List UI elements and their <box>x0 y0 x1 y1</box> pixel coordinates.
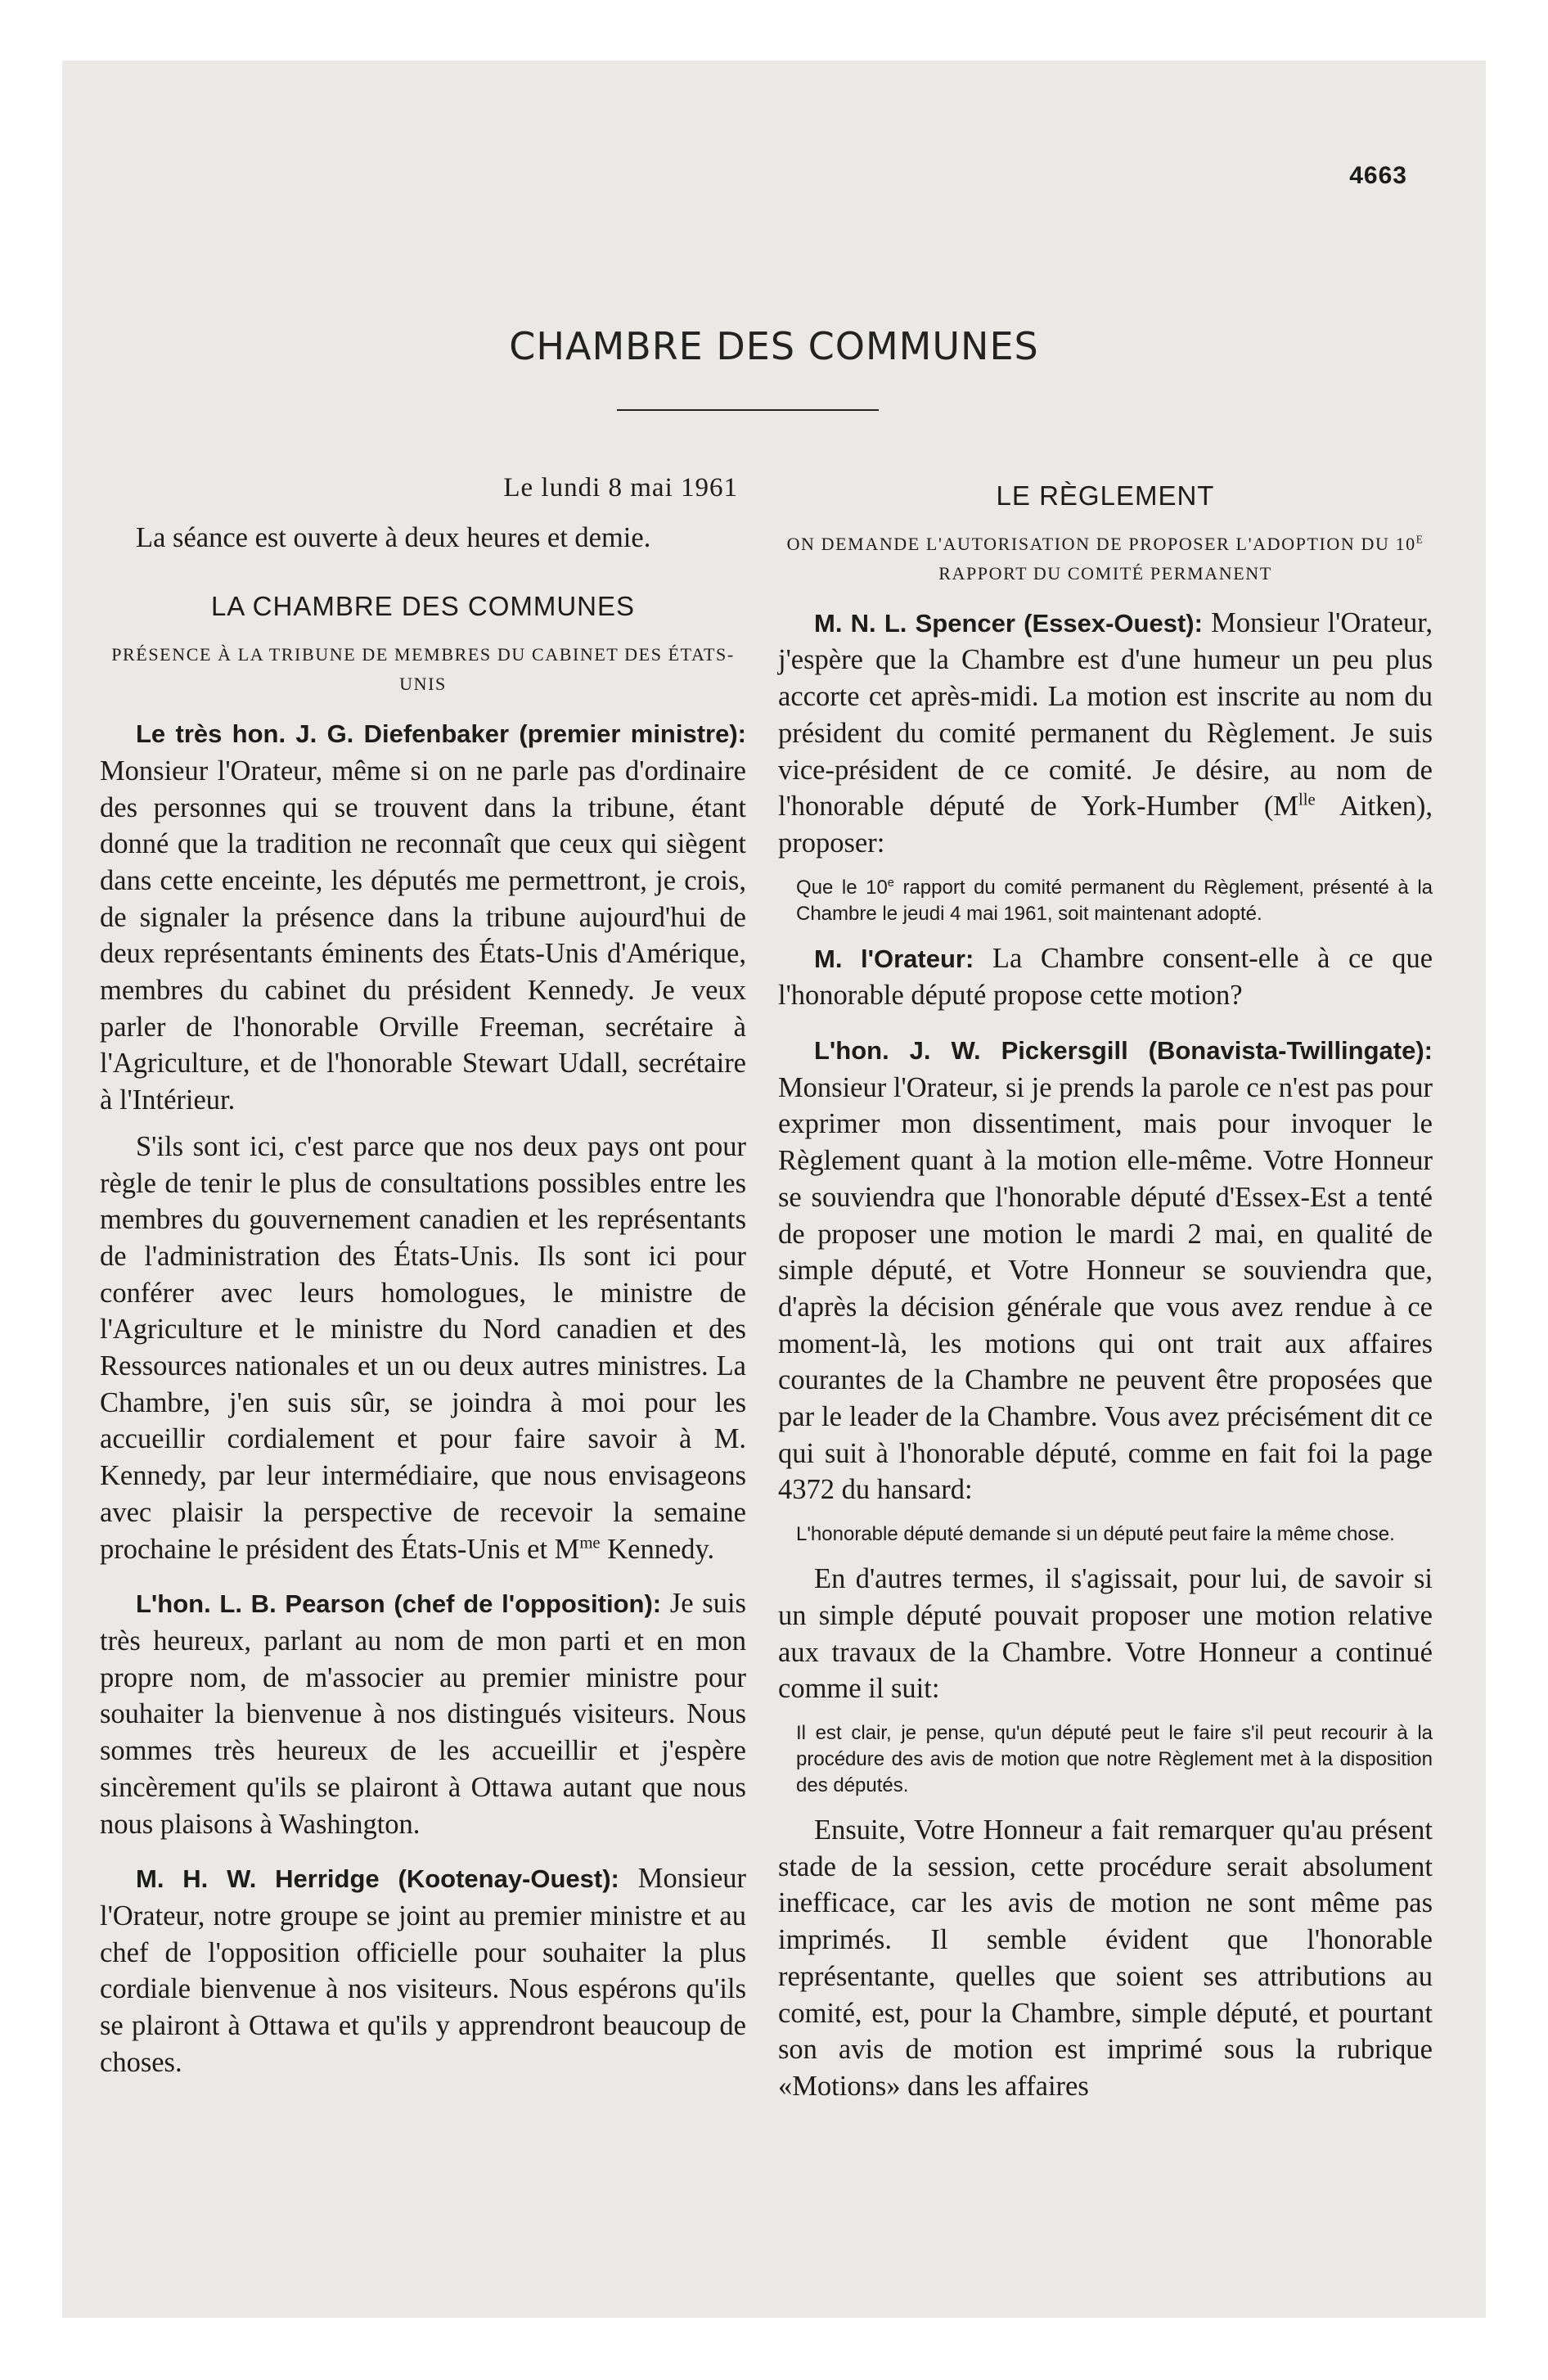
paragraph-herridge <box>100 1860 746 2080</box>
speaker-name: M. H. W. Herridge (Kootenay-Ouest): <box>136 1864 619 1894</box>
quoted-ruling: Il est clair, je pense, qu'un député peut le faire s'il peut recourir à la procédure des avis de motion que notre Règlement met à la disposition des députés. <box>796 1721 1433 1796</box>
quote-text: rapport du comité permanent du Règlement, présenté à la Chambre le jeudi 4 mai 1961, soit maintenant adopté. <box>796 876 1433 925</box>
paragraph-diefenbaker <box>100 715 746 1119</box>
paragraph-diefenbaker-cont <box>100 1129 746 1567</box>
superscript: lle <box>1298 791 1316 809</box>
title-divider <box>617 409 879 411</box>
quoted-motion <box>778 875 1433 927</box>
subheading-text: ON DEMANDE L'AUTORISATION DE PROPOSER L'ADOPTION DU 10 <box>786 533 1416 554</box>
page-number: 4663 <box>1349 162 1407 189</box>
speaker-name: Le très hon. J. G. Diefenbaker (premier ministre): <box>136 719 746 749</box>
opening-paragraph: La séance est ouverte à deux heures et demie. <box>136 521 651 553</box>
speech-text: La Chambre consent-elle à ce que l'honorable député propose cette motion? <box>778 942 1433 1012</box>
speech-text: S'ils sont ici, c'est parce que nos deux pays ont pour règle de tenir le plus de consultations possibles entre les membres du gouvernement canadien et les représentants de l'administration des États-Unis. Ils sont ici pour conférer avec leurs homologues, le ministre de l'Agriculture et le ministre du Nord canadien et des Ressources nationales et un ou deux autres ministres. La Chambre, j'en suis sûr, se joindra à moi pour les accueillir cordialement et pour faire savoir à M. Kennedy, par leur intermédiaire, que nous envisageons avec plaisir la perspective de recevoir la semaine prochaine le président des États-Unis et M <box>100 1130 746 1565</box>
speech-text: Kennedy. <box>600 1533 715 1565</box>
speech-text: Monsieur l'Orateur, j'espère que la Chambre est d'une humeur un peu plus accorte cet après-midi. La motion est inscrite au nom du président du comité permanent du Règlement. Je suis vice-président de ce comité. Je désire, au nom de l'honorable député de York-Humber (M <box>778 606 1433 823</box>
right-column <box>778 470 1433 2105</box>
speech-text: Monsieur l'Orateur, notre groupe se joint au premier ministre et au chef de l'opposition officielle pour souhaiter la plus cordiale bienvenue à nos visiteurs. Nous espérons qu'ils se plairont à Ottawa et qu'ils y apprendront beaucoup de choses. <box>100 1863 747 2078</box>
section-heading-reglement: LE RÈGLEMENT <box>996 480 1215 511</box>
speaker-name: M. N. L. Spencer (Essex-Ouest): <box>814 608 1203 638</box>
speaker-name: L'hon. L. B. Pearson (chef de l'opposition): <box>136 1589 662 1619</box>
paragraph-spencer <box>778 605 1433 862</box>
subheading-text: RAPPORT DU COMITÉ PERMANENT <box>938 562 1272 584</box>
speech-text: Je suis très heureux, parlant au nom de mon parti et en mon propre nom, de m'associer au premier ministre pour souhaiter la bienvenue à nos distingués visiteurs. Nous sommes très heureux de les accueillir et j'espère sincèrement qu'ils se plairont à Ottawa autant que nous nous plaisons à Washington. <box>100 1588 746 1840</box>
paragraph-continuation: En d'autres termes, il s'agissait, pour lui, de savoir si un simple député pouvait proposer une motion relative aux travaux de la Chambre. Votre Honneur a continué comme il suit: <box>778 1563 1433 1705</box>
left-column <box>100 470 746 2080</box>
subheading-presence: PRÉSENCE À LA TRIBUNE DE MEMBRES DU CABINET DES ÉTATS-UNIS <box>111 644 735 695</box>
speaker-name: L'hon. J. W. Pickersgill (Bonavista-Twillingate): <box>814 1036 1433 1066</box>
page-title: CHAMBRE DES COMMUNES <box>509 324 1039 368</box>
paragraph-orateur <box>778 940 1433 1014</box>
quoted-hansard: L'honorable député demande si un député peut faire la même chose. <box>796 1523 1395 1546</box>
speech-text: Aitken), proposer: <box>778 791 1433 859</box>
paragraph-pickersgill <box>778 1032 1433 1508</box>
section-heading-chambre: LA CHAMBRE DES COMMUNES <box>210 591 636 622</box>
speech-text: Monsieur l'Orateur, même si on ne parle pas d'ordinaire des personnes qui se trouvent dans la tribune, étant donné que la tradition ne reconnaît que ceux qui siègent dans cette enceinte, les députés me permettront, je crois, de signaler la présence dans la tribune aujourd'hui de deux représentants éminents des États-Unis d'Amérique, membres du cabinet du président Kennedy. Je veux parler de l'honorable Orville Freeman, secrétaire à l'Agriculture, et de l'honorable Stewart Udall, secrétaire à l'Intérieur. <box>100 755 746 1116</box>
speaker-name: M. l'Orateur: <box>814 944 974 973</box>
sitting-date: Le lundi 8 mai 1961 <box>503 473 738 503</box>
paragraph-ensuite: Ensuite, Votre Honneur a fait remarquer qu'au présent stade de la session, cette procédure serait absolument inefficace, car les avis de motion ne sont même pas imprimés. Il semble évident que l'honorable représentante, quelles que soient ses attributions au comité, est, pour la Chambre, simple député, et pourtant son avis de motion est imprimé sous la rubrique «Motions» dans les affaires <box>778 1814 1433 2102</box>
superscript: E <box>1415 533 1424 546</box>
scanned-page <box>62 61 1486 2318</box>
quote-text: Que le 10 <box>796 876 888 899</box>
paragraph-pearson <box>100 1585 746 1842</box>
speech-text: Monsieur l'Orateur, si je prends la parole ce n'est pas pour exprimer mon dissentiment, mais pour invoquer le Règlement quant à la motion elle-même. Votre Honneur se souviendra que l'honorable député d'Essex-Est a tenté de proposer une motion le mardi 2 mai, en qualité de simple député, et Votre Honneur se souviendra que, d'après la décision générale que vous avez rendue à ce moment-là, les motions qui ont trait aux affaires courantes de la Chambre ne peuvent être proposées que par le leader de la Chambre. Vous avez précisément dit ce qui suit à l'honorable député, comme en fait foi la page 4372 du hansard: <box>778 1071 1433 1506</box>
superscript: me <box>579 1534 601 1553</box>
subheading-motion <box>778 530 1433 588</box>
superscript: e <box>887 876 894 890</box>
